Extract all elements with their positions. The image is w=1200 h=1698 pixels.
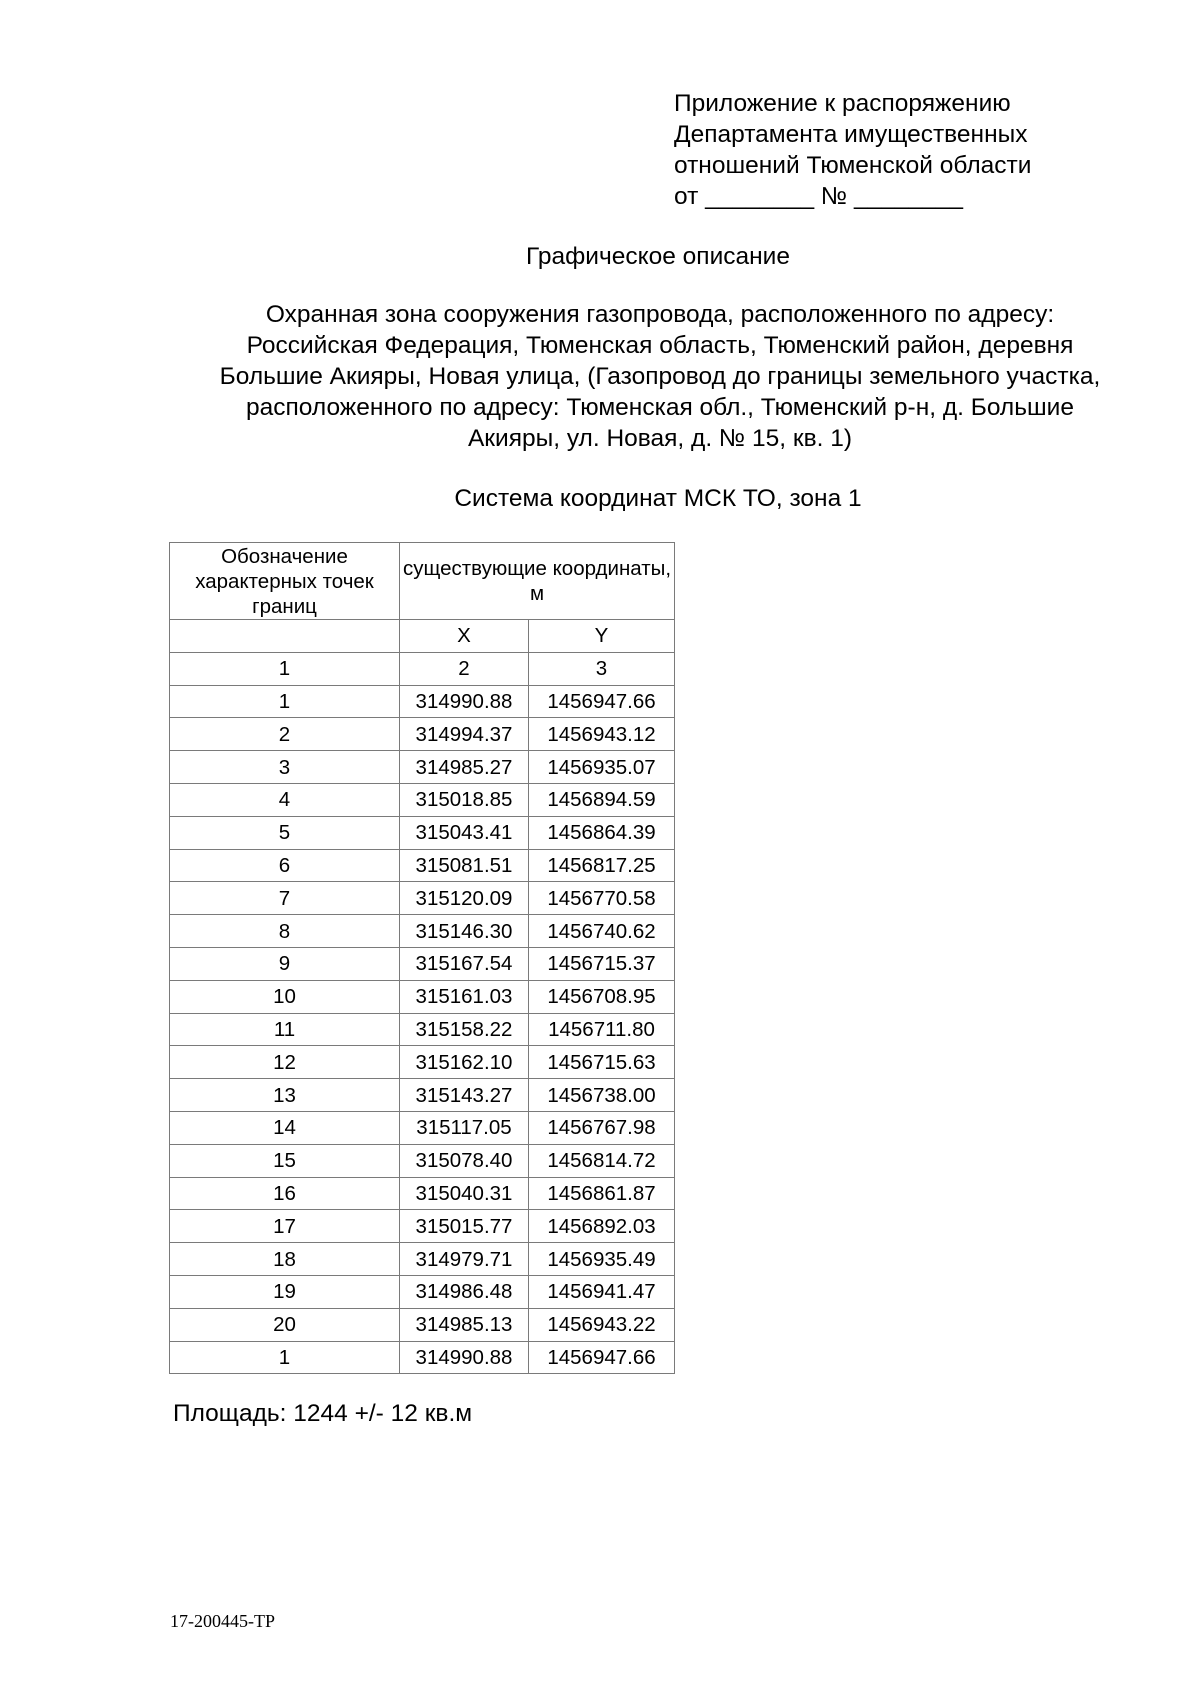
appendix-line: Приложение к распоряжению <box>674 90 1011 117</box>
coordinates-table <box>169 542 675 1374</box>
document-code: 17-200445-ТР <box>170 1611 275 1631</box>
table-row <box>170 980 675 1013</box>
description-line: Акияры, ул. Новая, д. № 15, кв. 1) <box>467 425 853 452</box>
cell-y: 1456738.00 <box>529 1079 675 1112</box>
table-row <box>170 1013 675 1046</box>
cell-point: 20 <box>170 1308 400 1341</box>
cell-point: 4 <box>170 783 400 816</box>
table-row <box>170 947 675 980</box>
table-row <box>170 1275 675 1308</box>
cell-point: 6 <box>170 849 400 882</box>
table-header-row <box>170 543 675 620</box>
cell-x: 314994.37 <box>400 718 529 751</box>
column-number-2: 2 <box>400 652 529 685</box>
cell-x: 315015.77 <box>400 1210 529 1243</box>
appendix-line: отношений Тюменской области <box>674 152 1032 179</box>
table-row <box>170 849 675 882</box>
cell-x: 315146.30 <box>400 915 529 948</box>
cell-y: 1456894.59 <box>529 783 675 816</box>
cell-y: 1456941.47 <box>529 1275 675 1308</box>
cell-x: 315043.41 <box>400 816 529 849</box>
cell-y: 1456864.39 <box>529 816 675 849</box>
table-row <box>170 1243 675 1276</box>
cell-y: 1456943.22 <box>529 1308 675 1341</box>
cell-y: 1456715.37 <box>529 947 675 980</box>
cell-point: 7 <box>170 882 400 915</box>
header-y: Y <box>529 620 675 653</box>
cell-point: 14 <box>170 1111 400 1144</box>
cell-point: 2 <box>170 718 400 751</box>
cell-x: 314986.48 <box>400 1275 529 1308</box>
cell-y: 1456711.80 <box>529 1013 675 1046</box>
cell-y: 1456770.58 <box>529 882 675 915</box>
cell-point: 10 <box>170 980 400 1013</box>
description-line: Охранная зона сооружения газопровода, расположенного по адресу: <box>265 301 1055 328</box>
table-column-numbers-row <box>170 652 675 685</box>
table-row <box>170 718 675 751</box>
table-header-axes-row <box>170 620 675 653</box>
header-points: Обозначение характерных точек границ <box>170 543 400 620</box>
table-row <box>170 685 675 718</box>
cell-x: 315078.40 <box>400 1144 529 1177</box>
table-row <box>170 1046 675 1079</box>
cell-point: 18 <box>170 1243 400 1276</box>
table-row <box>170 1111 675 1144</box>
cell-x: 314990.88 <box>400 1341 529 1374</box>
cell-y: 1456740.62 <box>529 915 675 948</box>
cell-point: 12 <box>170 1046 400 1079</box>
cell-x: 314990.88 <box>400 685 529 718</box>
column-number-3: 3 <box>529 652 675 685</box>
cell-point: 15 <box>170 1144 400 1177</box>
cell-x: 315167.54 <box>400 947 529 980</box>
appendix-line: от ________ № ________ <box>674 183 964 210</box>
cell-point: 13 <box>170 1079 400 1112</box>
cell-x: 315117.05 <box>400 1111 529 1144</box>
cell-x: 315040.31 <box>400 1177 529 1210</box>
cell-point: 17 <box>170 1210 400 1243</box>
table-row <box>170 783 675 816</box>
header-x: X <box>400 620 529 653</box>
cell-x: 315120.09 <box>400 882 529 915</box>
cell-y: 1456814.72 <box>529 1144 675 1177</box>
page-title: Графическое описание <box>526 243 790 270</box>
cell-point: 9 <box>170 947 400 980</box>
cell-x: 314985.27 <box>400 751 529 784</box>
cell-point: 8 <box>170 915 400 948</box>
cell-point: 3 <box>170 751 400 784</box>
appendix-block <box>674 88 1031 212</box>
cell-x: 315161.03 <box>400 980 529 1013</box>
table-row <box>170 751 675 784</box>
appendix-line: Департамента имущественных <box>674 121 1028 148</box>
table-row <box>170 1341 675 1374</box>
area-label: Площадь: 1244 +/- 12 кв.м <box>173 1400 473 1427</box>
cell-y: 1456947.66 <box>529 1341 675 1374</box>
cell-y: 1456943.12 <box>529 718 675 751</box>
cell-point: 1 <box>170 685 400 718</box>
cell-point: 16 <box>170 1177 400 1210</box>
cell-y: 1456935.07 <box>529 751 675 784</box>
cell-point: 5 <box>170 816 400 849</box>
table-row <box>170 882 675 915</box>
cell-y: 1456715.63 <box>529 1046 675 1079</box>
column-number-1: 1 <box>170 652 400 685</box>
header-coords: существующие координаты, м <box>400 543 675 620</box>
table-row <box>170 1177 675 1210</box>
table-row <box>170 1308 675 1341</box>
table-row <box>170 1079 675 1112</box>
table-row <box>170 1210 675 1243</box>
cell-y: 1456892.03 <box>529 1210 675 1243</box>
table-row <box>170 915 675 948</box>
cell-x: 315081.51 <box>400 849 529 882</box>
coordinate-system-label: Система координат МСК ТО, зона 1 <box>454 485 862 512</box>
cell-y: 1456767.98 <box>529 1111 675 1144</box>
cell-point: 11 <box>170 1013 400 1046</box>
object-description <box>160 299 1160 454</box>
cell-x: 314979.71 <box>400 1243 529 1276</box>
table-row <box>170 1144 675 1177</box>
cell-y: 1456947.66 <box>529 685 675 718</box>
cell-y: 1456817.25 <box>529 849 675 882</box>
cell-y: 1456935.49 <box>529 1243 675 1276</box>
header-empty-cell <box>170 620 400 653</box>
cell-y: 1456708.95 <box>529 980 675 1013</box>
table-row <box>170 816 675 849</box>
cell-x: 315018.85 <box>400 783 529 816</box>
description-line: Большие Акияры, Новая улица, (Газопровод до границы земельного участка, <box>219 363 1101 390</box>
cell-x: 315162.10 <box>400 1046 529 1079</box>
cell-x: 314985.13 <box>400 1308 529 1341</box>
cell-point: 19 <box>170 1275 400 1308</box>
description-line: Российская Федерация, Тюменская область, Тюменский район, деревня <box>246 332 1074 359</box>
cell-x: 315158.22 <box>400 1013 529 1046</box>
cell-y: 1456861.87 <box>529 1177 675 1210</box>
cell-x: 315143.27 <box>400 1079 529 1112</box>
description-line: расположенного по адресу: Тюменская обл., Тюменский р-н, д. Большие <box>246 394 1074 421</box>
cell-point: 1 <box>170 1341 400 1374</box>
